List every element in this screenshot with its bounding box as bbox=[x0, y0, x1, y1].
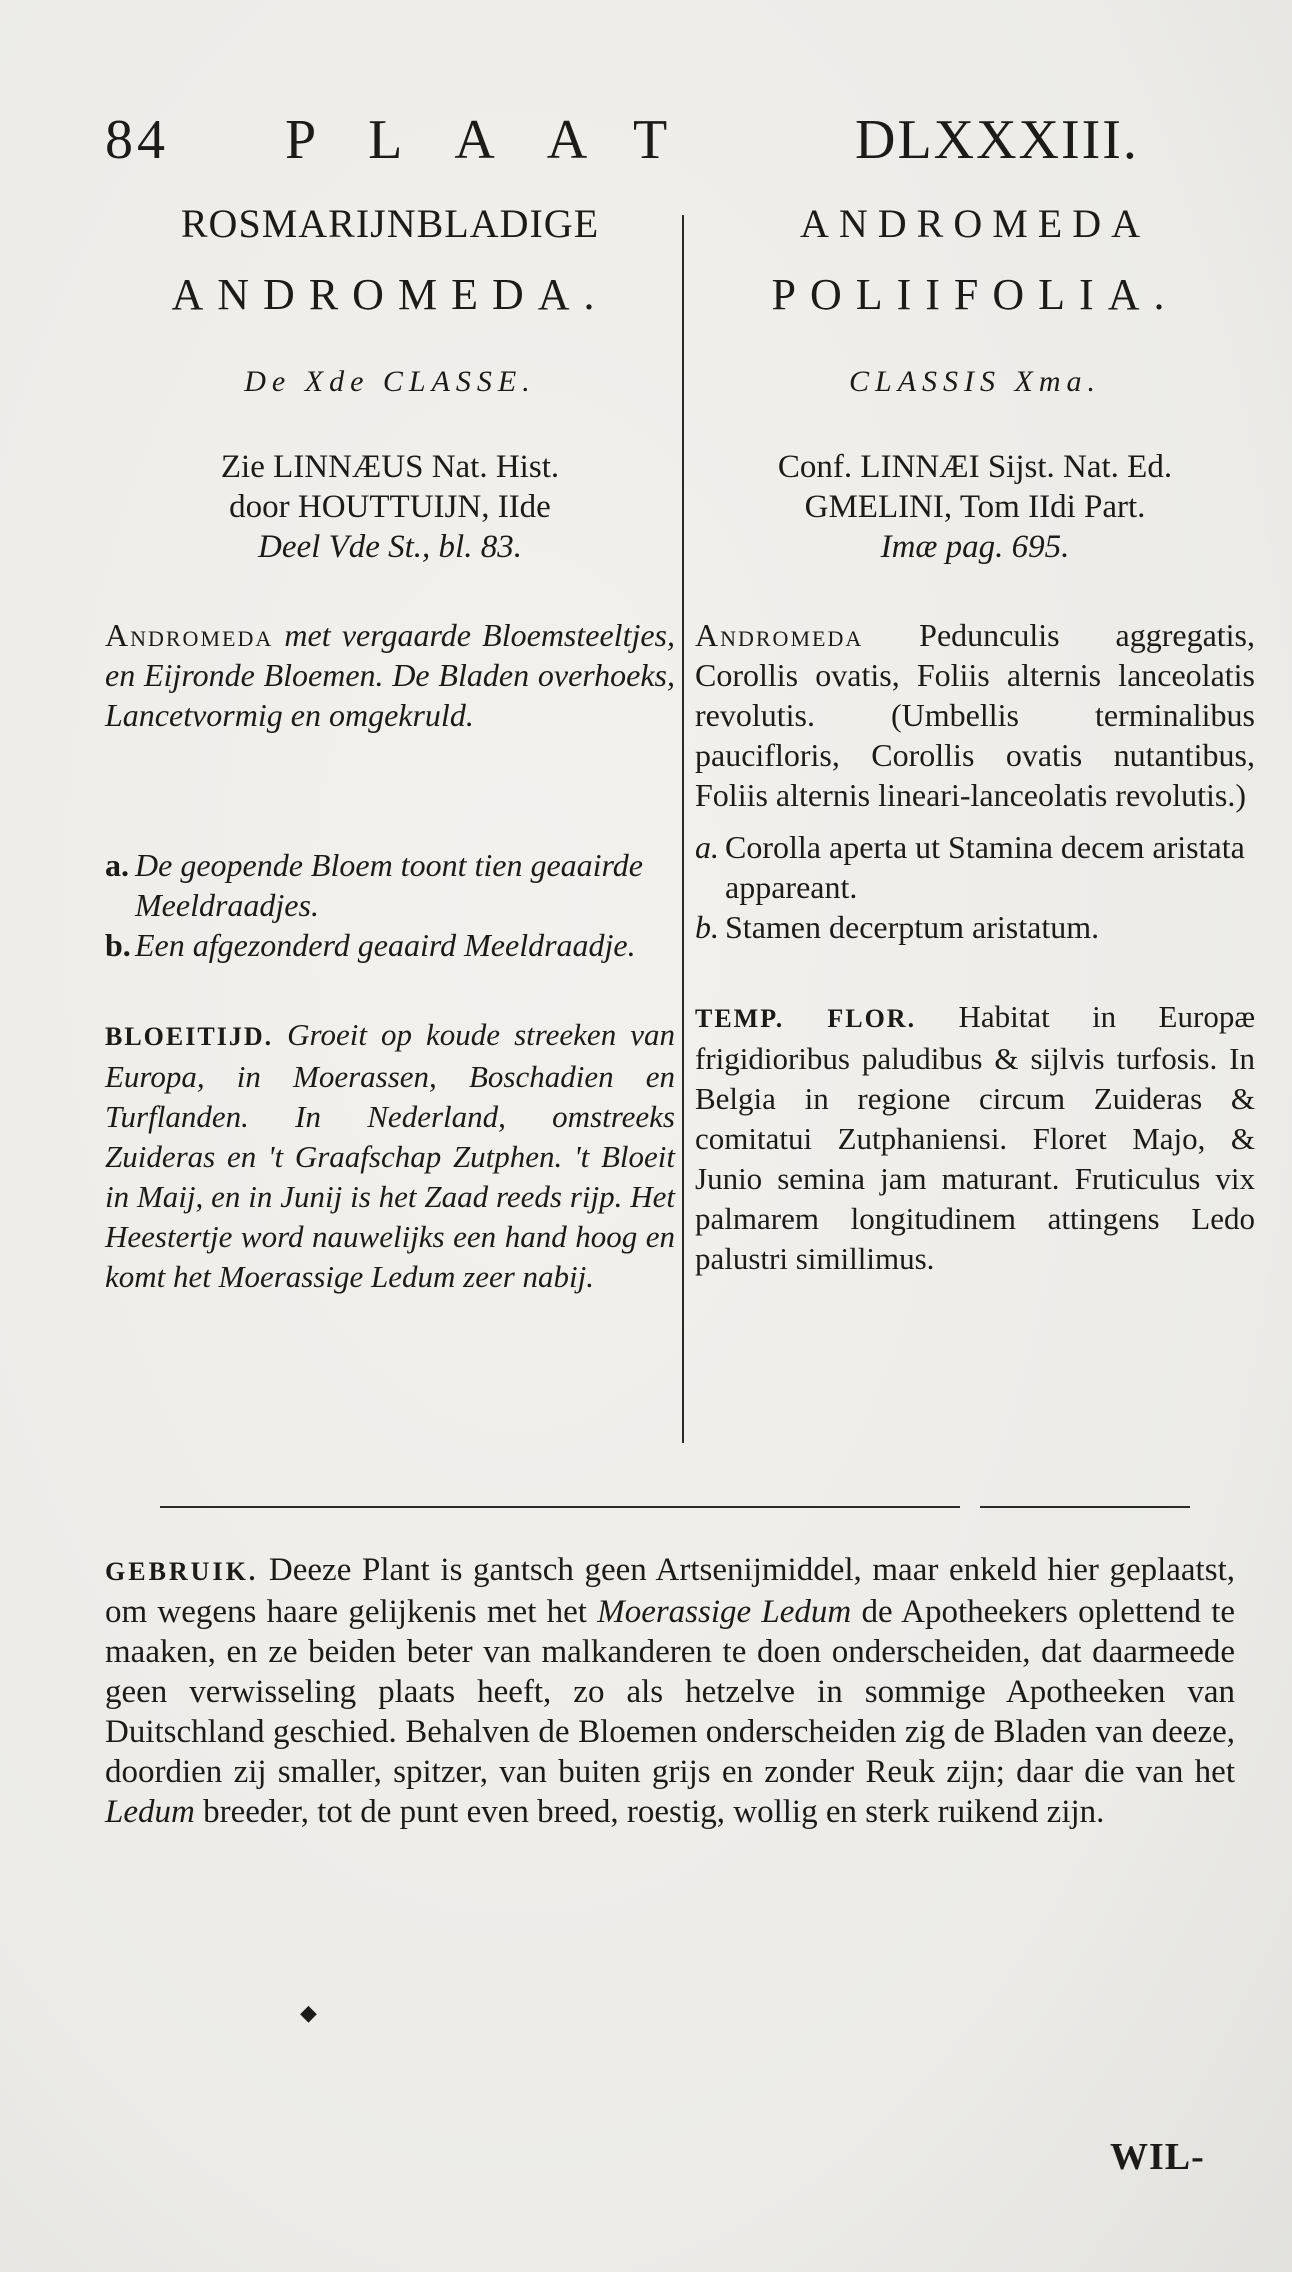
dutch-ref-line2: door HOUTTUIJN, IIde bbox=[229, 489, 551, 525]
running-header bbox=[105, 108, 1205, 178]
latin-title-line1: ANDROMEDA bbox=[800, 201, 1150, 246]
latin-title-line2: POLIIFOLIA. bbox=[771, 270, 1179, 319]
usage-italic-2: Ledum bbox=[105, 1794, 195, 1830]
usage-text-2: de Apotheekers oplettend te maaken, en ze beiden beter van malkanderen te doen onderscheiden, dat daarmeede geen verwisseling plaats heeft, zo als hetzelve in sommige Apotheeken van Duitschland geschied. Behalven de Bloemen onderscheiden zig de Bladen van deeze, doordien zij smaller, spitzer, van buiten grijs en zonder Reuk zijn; daar die van het bbox=[105, 1594, 1236, 1790]
dutch-part-a bbox=[105, 845, 675, 925]
dutch-flowering bbox=[105, 1015, 675, 1297]
dutch-flowering-lead: BLOEITIJD. bbox=[105, 1022, 274, 1051]
latin-figure-parts bbox=[695, 827, 1255, 947]
dutch-part-a-text: De geopende Bloem toont tien geaairde Meeldraadjes. bbox=[135, 847, 643, 923]
latin-desc-body: Pedunculis aggregatis, Corollis ovatis, Foliis alternis lanceolatis revolutis. (Umbellis terminalibus paucifloris, Corollis ovatis nutantibus, Foliis alternis lineari-lanceolatis revolutis.) bbox=[695, 617, 1255, 813]
dutch-part-b-label: b. bbox=[105, 927, 131, 963]
latin-column bbox=[695, 195, 1255, 1279]
latin-part-b-label: b. bbox=[695, 909, 719, 945]
plate-label: PLAAT bbox=[285, 109, 720, 171]
latin-part-b-text: Stamen decerptum aristatum. bbox=[725, 909, 1100, 945]
dutch-column bbox=[105, 195, 675, 1297]
dutch-part-b bbox=[105, 925, 675, 965]
latin-class: CLASSIS Xma. bbox=[849, 365, 1101, 398]
usage-text-3: breeder, tot de punt even breed, roestig, wollig en sterk ruikend zijn. bbox=[194, 1794, 1105, 1830]
dutch-flowering-body: Groeit op koude streeken van Europa, in Moerassen, Boschadien en Turflanden. In Nederland, omstreeks Zuideras en 't Graafschap Zutphen. 't Bloeit in Maij, en in Junij is het Zaad reeds rijp. Het Heestertje word nauwelijks een hand hoog en komt het Moerassige Ledum zeer nabij. bbox=[105, 1017, 675, 1294]
dutch-reference bbox=[105, 447, 675, 567]
usage-paragraph bbox=[105, 1550, 1235, 1832]
dutch-description bbox=[105, 615, 675, 735]
latin-desc-lead: Andromeda bbox=[695, 617, 864, 653]
dutch-figure-parts bbox=[105, 845, 675, 965]
latin-flowering bbox=[695, 997, 1255, 1279]
page-number: 84 bbox=[105, 109, 169, 171]
dutch-title-line1: ROSMARIJNBLADIGE bbox=[180, 201, 600, 246]
catchword: WIL- bbox=[1110, 2136, 1205, 2178]
latin-reference bbox=[695, 447, 1255, 567]
usage-lead: GEBRUIK. bbox=[105, 1557, 259, 1586]
dutch-ref-line3: Deel Vde St., bl. 83. bbox=[258, 529, 522, 565]
dutch-part-b-text: Een afgezonderd geaaird Meeldraadje. bbox=[135, 927, 636, 963]
dutch-desc-lead: Andromeda bbox=[105, 617, 274, 653]
usage-italic-1: Moerassige Ledum bbox=[597, 1594, 852, 1630]
column-divider bbox=[682, 215, 684, 1443]
ink-speck-icon: ◆ bbox=[300, 2000, 317, 2025]
latin-part-b bbox=[695, 907, 1255, 947]
dutch-part-a-label: a. bbox=[105, 847, 129, 883]
latin-part-a-text: Corolla aperta ut Stamina decem aristata appareant. bbox=[725, 829, 1245, 905]
latin-ref-line3: Imæ pag. 695. bbox=[880, 529, 1070, 565]
latin-description bbox=[695, 615, 1255, 815]
latin-part-a-label: a. bbox=[695, 829, 719, 865]
latin-flowering-lead: TEMP. FLOR. bbox=[695, 1004, 917, 1033]
latin-part-a bbox=[695, 827, 1255, 907]
dutch-ref-line1: Zie LINNÆUS Nat. Hist. bbox=[220, 449, 560, 485]
latin-ref-line2: GMELINI, Tom IIdi Part. bbox=[804, 489, 1146, 525]
dutch-class: De Xde CLASSE. bbox=[244, 365, 536, 398]
dutch-title-line2: ANDROMEDA. bbox=[171, 270, 609, 319]
latin-flowering-body: Habitat in Europæ frigidioribus paludibus & sijlvis turfosis. In Belgia in regione circum Zuideras & comitatui Zutphaniensi. Floret Majo, & Junio semina jam maturant. Fruticulus vix palmarem longitudinem attingens Ledo palustri simillimus. bbox=[695, 999, 1255, 1276]
usage-text-1: Deeze Plant is gantsch geen Artsenijmiddel, maar enkeld hier geplaatst, om wegens haare gelijkenis met het bbox=[105, 1552, 1235, 1630]
plate-numeral: DLXXXIII. bbox=[855, 109, 1139, 171]
section-rule-right bbox=[980, 1506, 1190, 1508]
latin-ref-line1: Conf. LINNÆI Sijst. Nat. Ed. bbox=[777, 449, 1173, 485]
section-rule-left bbox=[160, 1506, 960, 1508]
dutch-desc-body: met vergaarde Bloemsteeltjes, en Eijronde Bloemen. De Bladen overhoeks, Lancetvormig en omgekruld. bbox=[105, 617, 675, 733]
